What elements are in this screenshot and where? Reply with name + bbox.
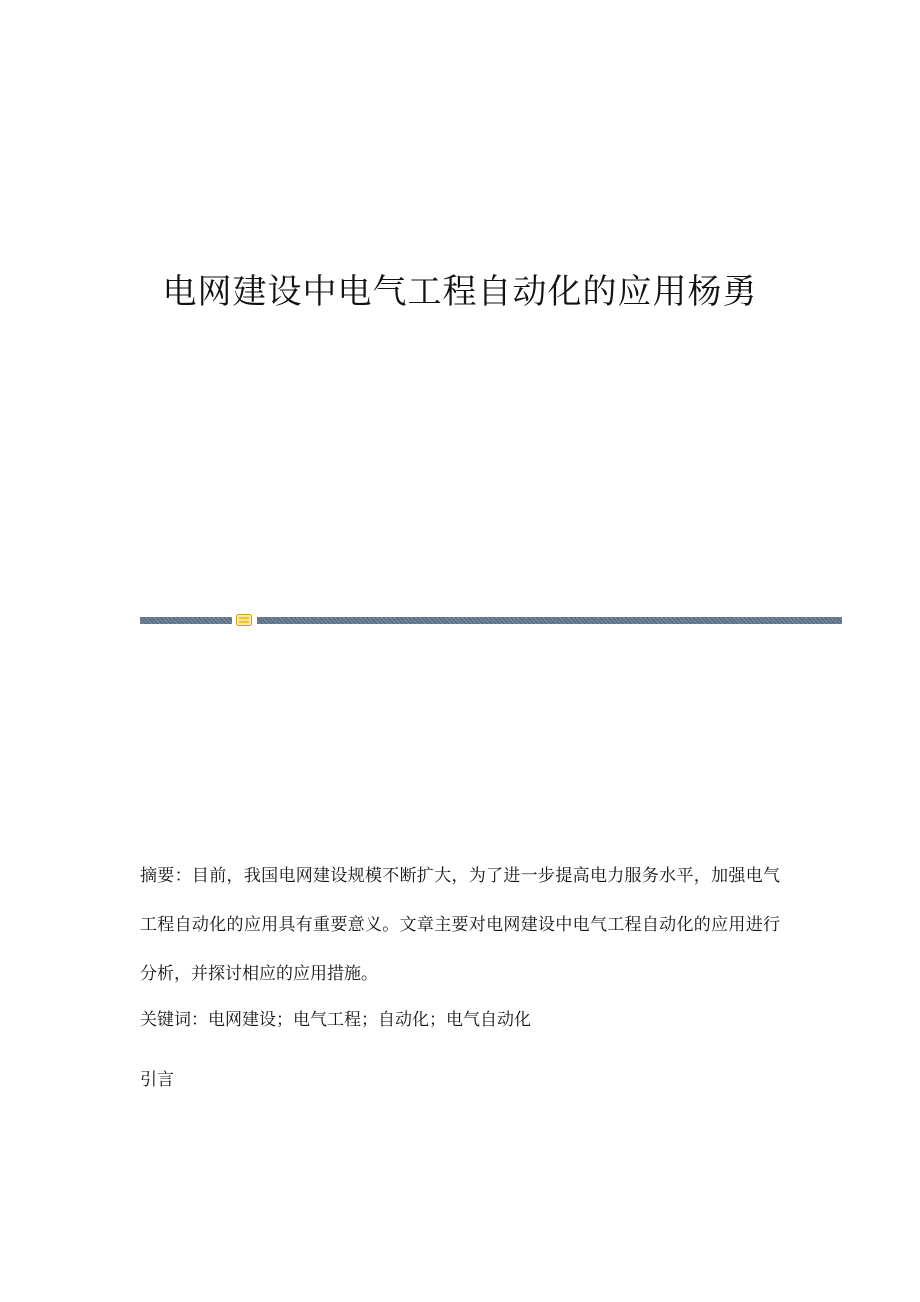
abstract-paragraph: 摘要：目前，我国电网建设规模不断扩大，为了进一步提高电力服务水平，加强电气工程自动化的应用具有重要意义。文章主要对电网建设中电气工程自动化的应用进行分析，并探讨相应的应用措施。 xyxy=(140,866,780,984)
document-title: 电网建设中电气工程自动化的应用杨勇 xyxy=(162,272,758,312)
title-divider xyxy=(140,614,842,626)
divider-bar-right xyxy=(257,617,842,624)
keywords-line: 关键词：电网建设；电气工程；自动化；电气自动化 xyxy=(140,1010,531,1030)
section-heading-introduction: 引言 xyxy=(140,1070,174,1090)
divider-bar-left xyxy=(140,617,232,624)
ornament-gem-icon xyxy=(236,614,252,626)
